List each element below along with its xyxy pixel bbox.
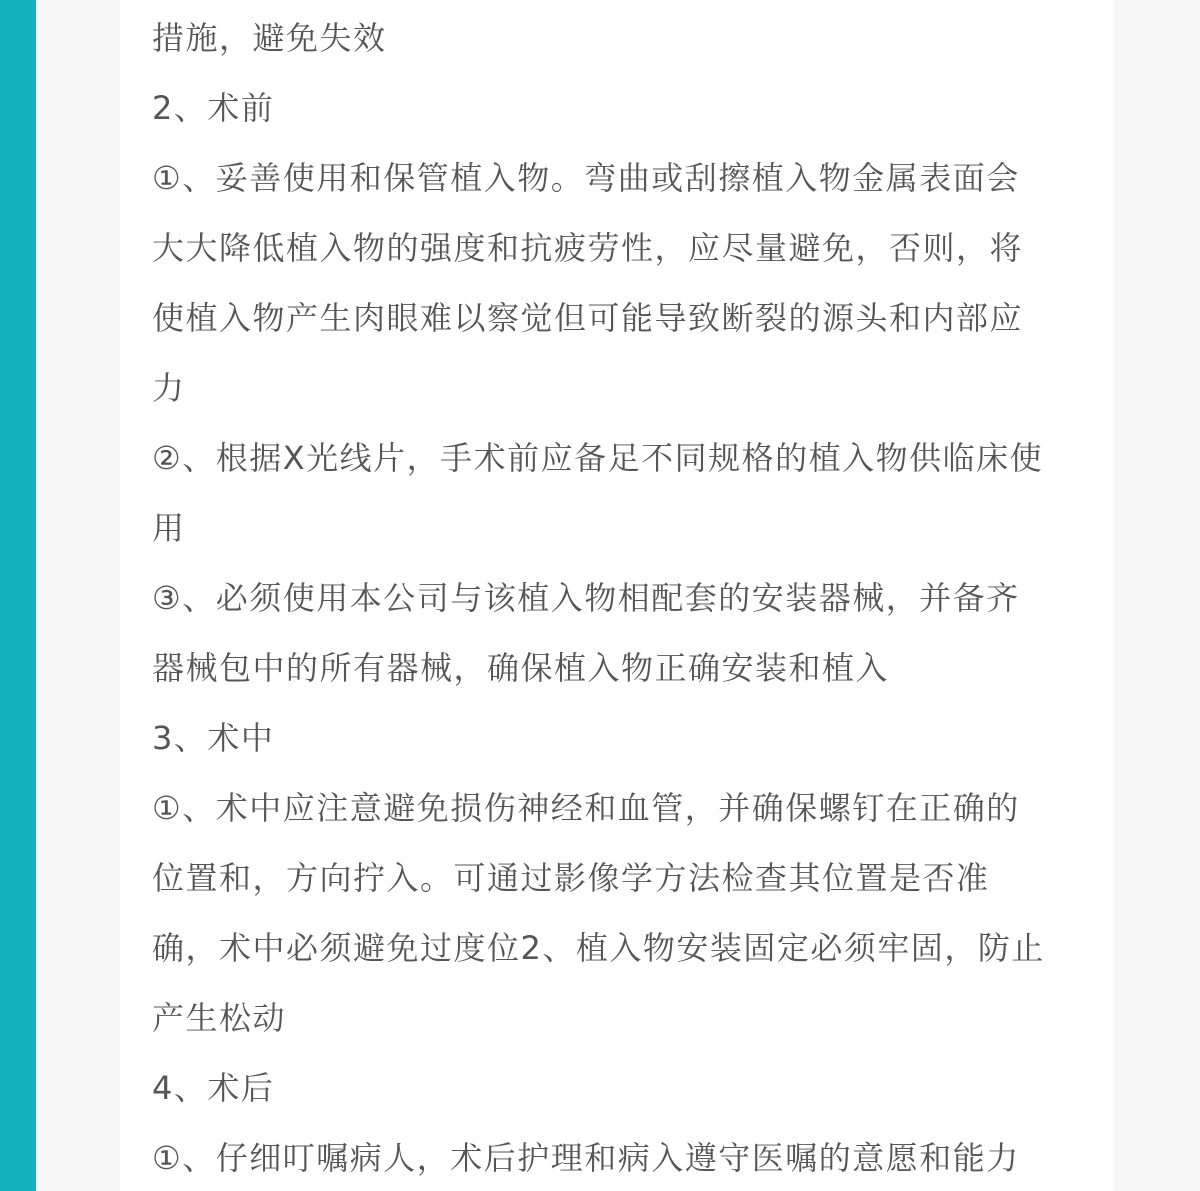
text-line: 器械包中的所有器械，确保植入物正确安装和植入 bbox=[152, 649, 890, 687]
section-heading-postop: 4、术后 bbox=[152, 1069, 275, 1107]
text-line: ①、术中应注意避免损伤神经和血管，并确保螺钉在正确的 bbox=[152, 789, 1020, 827]
text-line: ①、妥善使用和保管植入物。弯曲或刮擦植入物金属表面会 bbox=[152, 159, 1020, 197]
section-heading-preop: 2、术前 bbox=[152, 89, 275, 127]
text-line: 位置和，方向拧入。可通过影像学方法检查其位置是否准 bbox=[152, 859, 990, 897]
text-line: 措施，避免失效 bbox=[152, 19, 387, 57]
text-line: 力 bbox=[152, 369, 186, 407]
text-line: 产生松动 bbox=[152, 999, 287, 1037]
text-line: 确，术中必须避免过度位2、植入物安装固定必须牢固，防止 bbox=[152, 929, 1045, 967]
text-line: 用 bbox=[152, 509, 186, 547]
text-line: 使植入物产生肉眼难以察觉但可能导致断裂的源头和内部应 bbox=[152, 299, 1024, 337]
section-heading-intraop: 3、术中 bbox=[152, 719, 275, 757]
text-line: ①、仔细叮嘱病人，术后护理和病入遵守医嘱的意愿和能力 bbox=[152, 1139, 1020, 1177]
text-line: ②、根据X光线片，手术前应备足不同规格的植入物供临床使 bbox=[152, 439, 1044, 477]
side-accent-stripe bbox=[0, 0, 36, 1191]
text-line: ③、必须使用本公司与该植入物相配套的安装器械，并备齐 bbox=[152, 579, 1020, 617]
text-line: 大大降低植入物的强度和抗疲劳性，应尽量避免，否则，将 bbox=[152, 229, 1024, 267]
